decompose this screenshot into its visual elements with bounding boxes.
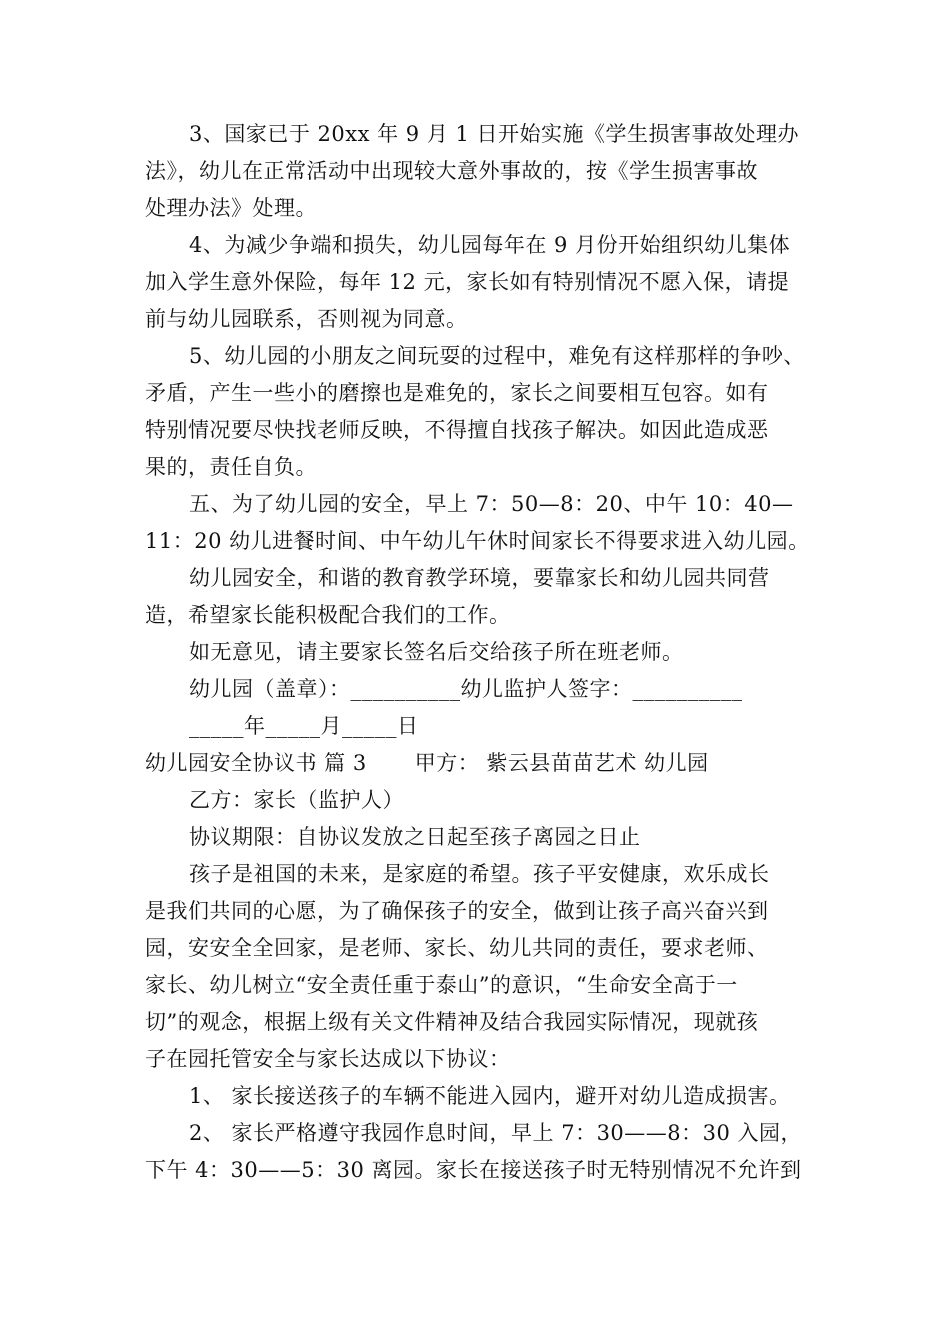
section-five-line-2: 11：20 幼儿进餐时间、中午幼儿午休时间家长不得要求进入幼儿园。 [145,529,810,553]
paragraph-4-line-1: 4、为减少争端和损失，幼儿园每年在 9 月份开始组织幼儿集体 [189,233,791,257]
closing-line-2: 造，希望家长能积极配合我们的工作。 [145,603,511,627]
clause-2-line-1: 2、 家长严格遵守我园作息时间，早上 7：30——8：30 入园， [189,1121,803,1145]
paragraph-5-line-4: 果的，责任自负。 [145,455,317,479]
intro-line-3: 园，安安全全回家，是老师、家长、幼儿共同的责任，要求老师、 [145,936,769,960]
clause-2-line-2: 下午 4：30——5：30 离园。家长在接送孩子时无特别情况不允许到 [145,1158,802,1182]
intro-line-4: 家长、幼儿树立“安全责任重于泰山”的意识，“生命安全高于一 [145,973,738,997]
paragraph-3-line-3: 处理办法》处理。 [145,196,317,220]
paragraph-3-line-1: 3、国家已于 20xx 年 9 月 1 日开始实施《学生损害事故处理办 [189,122,800,146]
instruction-line: 如无意见，请主要家长签名后交给孩子所在班老师。 [189,640,684,664]
signature-line: 幼儿园（盖章）：__________幼儿监护人签字：__________ [189,677,743,701]
intro-line-2: 是我们共同的心愿，为了确保孩子的安全，做到让孩子高兴奋兴到 [145,899,769,923]
party-b-line: 乙方：家长（监护人） [189,788,404,812]
section-heading: 幼儿园安全协议书 篇 3 [145,751,367,775]
closing-line-1: 幼儿园安全，和谐的教育教学环境，要靠家长和幼儿园共同营 [189,566,770,590]
document-body [145,116,815,1189]
intro-line-1: 孩子是祖国的未来，是家庭的希望。孩子平安健康，欢乐成长 [189,862,770,886]
paragraph-4-line-2: 加入学生意外保险，每年 12 元，家长如有特别情况不愿入保，请提 [145,270,790,294]
clause-1-line: 1、 家长接送孩子的车辆不能进入园内，避开对幼儿造成损害。 [189,1084,791,1108]
paragraph-5-line-3: 特别情况要尽快找老师反映，不得擅自找孩子解决。如因此造成恶 [145,418,769,442]
paragraph-3-line-2: 法》，幼儿在正常活动中出现较大意外事故的，按《学生损害事故 [145,159,758,183]
section-heading-row [145,745,815,782]
intro-line-6: 子在园托管安全与家长达成以下协议： [145,1047,511,1071]
paragraph-5-line-1: 5、幼儿园的小朋友之间玩耍的过程中，难免有这样那样的争吵、 [189,344,805,368]
paragraph-5-line-2: 矛盾，产生一些小的磨擦也是难免的，家长之间要相互包容。如有 [145,381,769,405]
paragraph-4-line-3: 前与幼儿园联系，否则视为同意。 [145,307,468,331]
party-a-line: 甲方： 紫云县苗苗艺术 幼儿园 [414,751,709,775]
section-five-line-1: 五、为了幼儿园的安全，早上 7：50—8：20、中午 10：40— [189,492,794,516]
agreement-term-line: 协议期限：自协议发放之日起至孩子离园之日止 [189,825,641,849]
intro-line-5: 切”的观念，根据上级有关文件精神及结合我园实际情况，现就孩 [145,1010,759,1034]
date-line: _____年_____月_____日 [189,714,419,738]
